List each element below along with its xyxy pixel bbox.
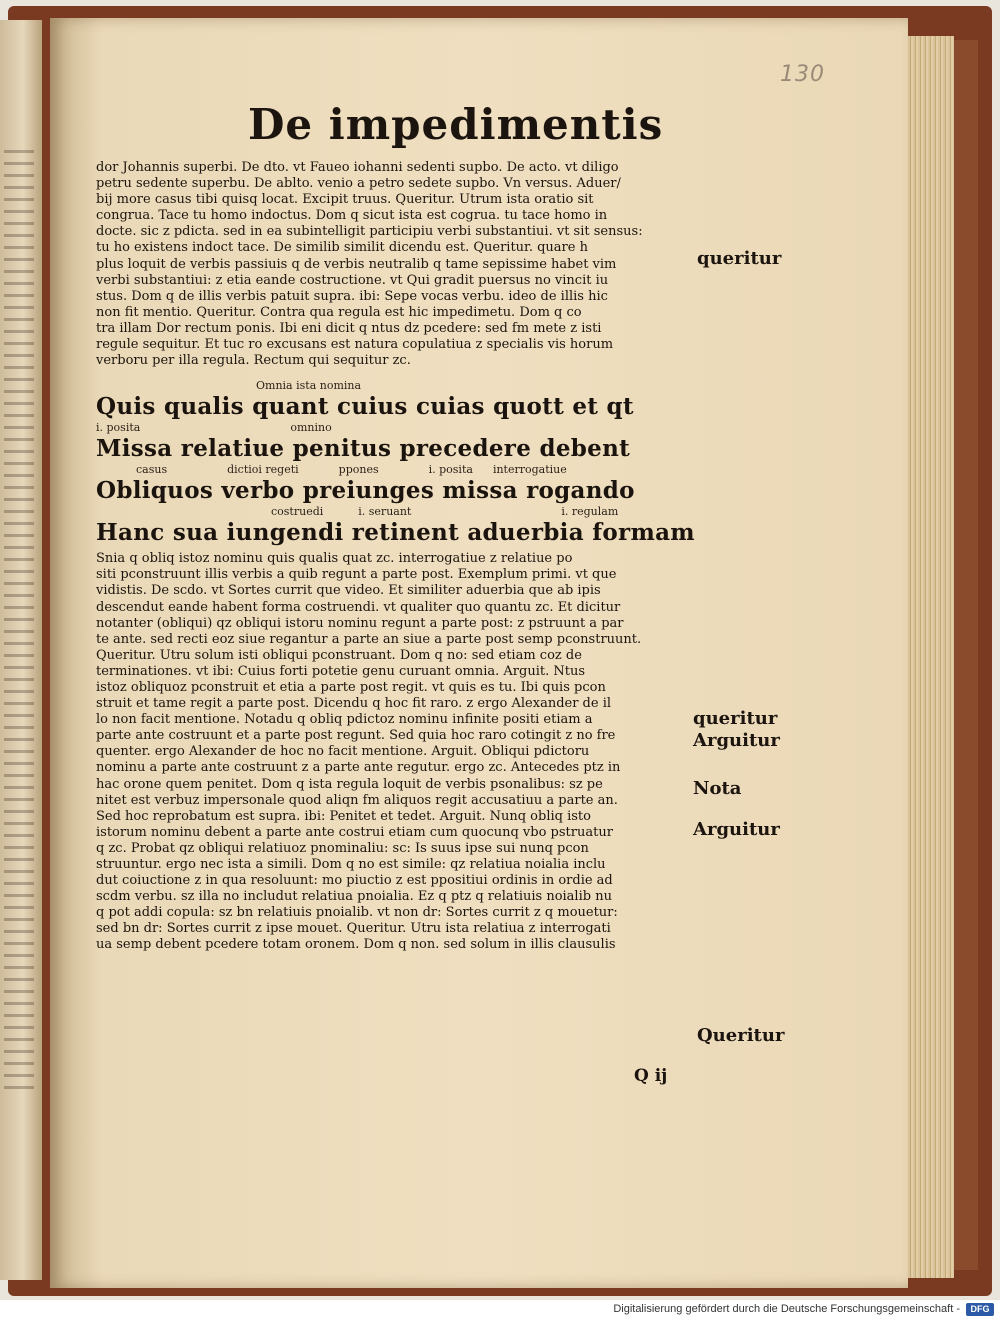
text-line: istorum nominu debent a parte ante costrui etiam cum quocunq vbo pstruatur <box>96 824 613 840</box>
commentary-paragraph-1 <box>96 160 688 369</box>
text-line: stus. Dom q de illis verbis patuit supra. ibi: Sepe vocas verbu. ideo de illis hic <box>96 288 608 304</box>
facing-page-edge <box>0 20 42 1280</box>
text-line: nitet est verbuz impersonale quod aliqn fm aliquos regit accusatiuu a parte an. <box>96 792 618 808</box>
text-line: bij more casus tibi quisq locat. Excipit truus. Queritur. Utrum ista oratio sit <box>96 192 594 208</box>
dfg-logo: DFG <box>966 1303 994 1316</box>
text-line: struuntur. ergo nec ista a simili. Dom q no est simile: qz relatiua noialia inclu <box>96 857 606 872</box>
text-line: docte. sic z pdicta. sed in ea subintelligit participiu verbi substantiui. vt sit sensus: <box>96 224 643 240</box>
binding-edge <box>954 40 978 1270</box>
text-line: regule sequitur. Et tuc ro excusans est natura copulatiua z specialis vis horum <box>96 337 614 353</box>
text-line: scdm verbu. sz illa no includut relatiua pnoialia. Ez q ptz q relatiuis noialib nu <box>96 889 612 905</box>
commentary-paragraph-2 <box>96 551 688 953</box>
pencil-folio-number: 130 <box>780 62 825 87</box>
text-line: descendut eande habent forma costruendi. vt qualiter quo quantu zc. Et dicitur <box>96 599 621 615</box>
main-text-block <box>96 160 695 954</box>
margin-note-nota: Nota <box>693 778 742 799</box>
margin-note-queritur: queritur <box>693 708 778 729</box>
text-line: parte ante costruunt et a parte post regunt. Sed quia hoc raro cotingit z no fre <box>96 728 616 744</box>
text-line: non fit mentio. Queritur. Contra qua regula est hic impedimetu. Dom q co <box>96 304 582 320</box>
text-line: struit et tame regit a parte post. Dicendu q hoc fit raro. z ergo Alexander de il <box>96 696 612 712</box>
text-line: dut coiuctione z in qua resoluunt: mo piuctio z est ppositiui ordinis in ordie ad <box>96 873 613 889</box>
text-line: istoz obliquoz pconstruit et etia a parte post regit. vt quis es tu. Ibi quis pcon <box>96 679 606 695</box>
verse-line: Obliquos verbo preiunges missa rogando <box>96 477 635 505</box>
margin-note-queritur: queritur <box>697 248 782 269</box>
margin-note-queritur: Queritur <box>697 1025 785 1046</box>
text-line: terminationes. vt ibi: Cuius forti potetie genu curuant omnia. Arguit. Ntus <box>96 663 585 679</box>
text-line: siti pconstruunt illis verbis a quib regunt a parte post. Exemplum primi. vt que <box>96 567 617 583</box>
interlinear-gloss: casus dictioi regeti ppones i. posita interrogatiue <box>136 463 567 477</box>
text-line: quenter. ergo Alexander de hoc no facit mentione. Arguit. Obliqui pdictoru <box>96 744 590 760</box>
verse-line: Missa relatiue penitus precedere debent <box>96 435 631 463</box>
text-line: hac orone quem penitet. Dom q ista regula loquit de verbis psonalibus: sz pe <box>96 776 603 792</box>
text-line: q zc. Probat qz obliqui relatiuoz pnominaliu: sc: Is suus ipse sui nunq pcon <box>96 840 589 856</box>
interlinear-gloss: costruedi i. seruant i. regulam <box>271 505 619 519</box>
text-line: te ante. sed recti eoz siue regantur a parte an siue a parte post semp pconstruunt. <box>96 631 642 647</box>
running-head: De impedimentis <box>248 100 664 149</box>
text-line: congrua. Tace tu homo indoctus. Dom q sicut ista est cogrua. tu tace homo in <box>96 208 608 224</box>
verse-line: Hanc sua iungendi retinent aduerbia formam <box>96 519 695 547</box>
text-line: Sed hoc reprobatum est supra. ibi: Penitet et tedet. Arguit. Nunq obliq isto <box>96 808 591 824</box>
text-line: ua semp debent pcedere totam oronem. Dom q non. sed solum in illis clausulis <box>96 937 616 953</box>
interlinear-gloss: i. posita omnino <box>96 421 332 435</box>
text-line: tra illam Dor rectum ponis. Ibi eni dicit q ntus dz pcedere: sed fm mete z isti <box>96 320 602 336</box>
text-line: tu ho existens indoct tace. De similib similit dicendu est. Queritur. quare h <box>96 240 588 256</box>
signature-mark: Q ij <box>634 1066 668 1086</box>
text-line: petru sedente superbu. De ablto. venio a petro sedete supbo. Vn versus. Aduer/ <box>96 176 621 192</box>
text-line: Snia q obliq istoz nominu quis qualis quat zc. interrogatiue z relatiue po <box>96 551 573 567</box>
text-line: verboru per illa regula. Rectum qui sequitur zc. <box>96 353 411 369</box>
text-line: vidistis. De scdo. vt Sortes currit que video. Et similiter aduerbia que ab ipis <box>96 583 601 599</box>
text-line: sed bn dr: Sortes currit z ipse mouet. Queritur. Utru ista relatiua z interrogati <box>96 921 611 937</box>
footer-bar <box>0 1300 1000 1320</box>
text-line: verbi substantiui: z etia eande costructione. vt Qui gradit puersus no vincit iu <box>96 272 609 288</box>
footer-credit: Digitalisierung gefördert durch die Deutsche Forschungsgemeinschaft - <box>613 1303 960 1315</box>
text-line: plus loquit de verbis passiuis q de verbis neutralib q tame sepissime habet vim <box>96 256 617 272</box>
text-line: dor Johannis superbi. De dto. vt Faueo iohanni sedenti supbo. De acto. vt diligo <box>96 160 619 175</box>
margin-note-arguitur: Arguitur <box>693 730 780 751</box>
facing-page-text <box>4 150 34 1090</box>
text-line: q pot addi copula: sz bn relatiuis pnoialib. vt non dr: Sortes currit z q mouetur: <box>96 905 618 921</box>
verse-line: Quis qualis quant cuius cuias quott et qt <box>96 393 634 421</box>
text-line: Queritur. Utru solum isti obliqui pconstruant. Dom q no: sed etiam coz de <box>96 647 582 663</box>
interlinear-gloss: Omnia ista nomina <box>256 379 362 393</box>
text-line: notanter (obliqui) qz obliqui istoru nominu regunt a parte post: z pstruunt a par <box>96 615 624 631</box>
margin-note-arguitur: Arguitur <box>693 819 780 840</box>
text-line: nominu a parte ante costruunt z a parte ante regutur. ergo zc. Antecedes ptz in <box>96 760 621 776</box>
text-line: lo non facit mentione. Notadu q obliq pdictoz nominu infinite positi etiam a <box>96 712 593 728</box>
